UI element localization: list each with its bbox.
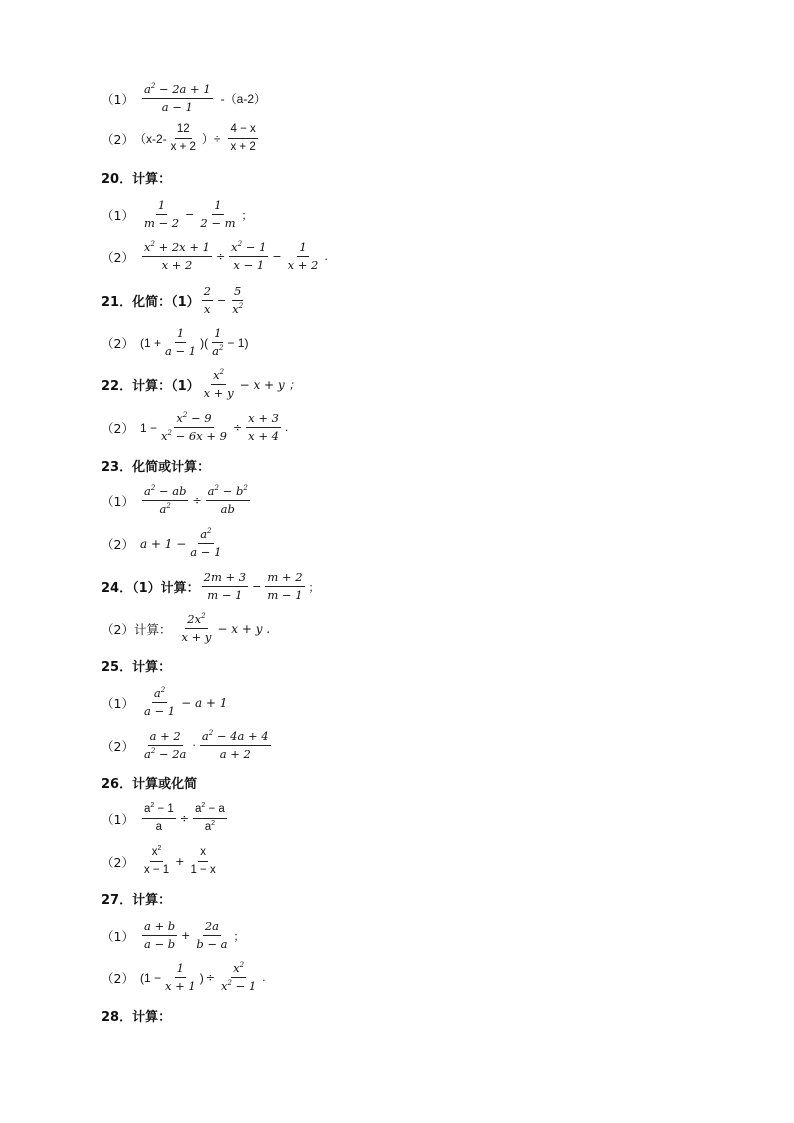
question-24-title: 24．（1）计算： [101,581,200,596]
q27-part-1 [101,919,247,952]
q24-part-2 [101,612,270,645]
question-27-title: 27．计算： [101,893,172,908]
math-expression: (1 − $\frac{1}{x + 1}$ ) ÷ $\frac{x^2}{x^2 - 1}$ . [139,961,266,993]
q25-part-2 [101,729,273,762]
math-expression: $\frac{x^2}{x + y}$ − x + y ； [203,368,301,400]
problem-label: （1） [101,207,134,223]
math-expression: $\frac{4 - x}{x + 2}$ [230,123,256,153]
math-expression: $\frac{a^2 - 2a + 1}{a - 1}$ [143,82,211,114]
math-expression: 1 − $\frac{x^2 - 9}{x^2 - 6x + 9}$ ÷ $\frac{x + 3}{x + 4}$ . [139,411,289,443]
problem-label: （2） [101,131,134,147]
question-22-title: 22．计算：（1） [101,379,200,394]
problem-label: （1） [101,695,134,711]
q22-part-1 [101,368,301,401]
expression-mid: ）÷ [201,132,221,146]
q23-part-1 [101,484,252,517]
q26-part-2 [101,845,220,878]
problem-label: （2） [101,249,134,265]
question-25-title: 25．计算： [101,660,172,675]
q26-part-1 [101,802,229,835]
math-expression: $\frac{2m + 3}{m - 1}$ − $\frac{m + 2}{m - 1}$ ； [203,570,320,602]
problem-2 [101,122,260,155]
q20-part-2 [101,240,330,273]
q20-part-1 [101,198,255,231]
q21-part-1 [101,284,247,317]
math-expression: $\frac{a + b}{a - b}$ + $\frac{2a}{b - a}$ ； [143,919,245,951]
math-expression: $\frac{x^2 + 2x + 1}{x + 2}$ ÷ $\frac{x^2 - 1}{x - 1}$ − $\frac{1}{x + 2}$ . [143,240,328,272]
math-expression: $\frac{1}{m - 2}$ − $\frac{1}{2 - m}$ ； [143,198,253,230]
question-28-title: 28．计算： [101,1010,172,1025]
problem-label: （2） [101,335,134,351]
math-expression: a + 1 − $\frac{a^2}{a - 1}$ [139,527,222,559]
problem-label: （1） [101,811,134,827]
math-expression: $\frac{a^2}{a - 1}$ − a + 1 [143,686,228,718]
problem-label: （1） [101,928,134,944]
question-21-title: 21．化简：（1） [101,295,200,310]
math-expression: $\frac{12}{x + 2}$ [170,123,196,153]
math-expression: (1 + $\frac{1}{a - 1}$ )( $\frac{1}{a^2}$ − 1) [139,326,249,358]
math-expression: $\frac{2x^2}{x + y}$ − x + y . [181,612,271,644]
math-expression: $\frac{a^2 - ab}{a^2}$ ÷ $\frac{a^2 - b^2}{ab}$ [143,484,248,516]
question-23-title: 23．化简或计算： [101,460,211,475]
math-expression: $\frac{a + 2}{a^2 - 2a}$ · $\frac{a^2 - 4a + 4}{a + 2}$ [143,729,269,761]
math-expression: $\frac{x^2}{x - 1}$ + $\frac{x}{1 - x}$ [143,845,216,876]
q23-part-2 [101,527,225,560]
q25-part-1 [101,686,227,719]
problem-label: （2） [101,854,134,870]
problem-label: （2） [101,738,134,754]
problem-label: （2） [101,970,134,986]
q21-part-2 [101,326,248,359]
problem-label: （1） [101,91,134,107]
problem-label: （1） [101,493,134,509]
q27-part-2 [101,961,268,994]
expression-tail: -（a-2） [220,92,267,106]
math-expression: $\frac{a^2 - 1}{a}$ ÷ $\frac{a^2 - a}{a^2}$ [143,802,225,833]
math-expression: $\frac{2}{x}$ − $\frac{5}{x^2}$ [203,284,244,316]
problem-label: （2）计算： [101,621,172,637]
question-20-title: 20．计算： [101,172,172,187]
problem-1 [101,82,266,115]
problem-label: （2） [101,536,134,552]
q24-part-1 [101,570,322,603]
problem-label: （2） [101,420,134,436]
q22-part-2 [101,411,290,444]
question-26-title: 26．计算或化简 [101,777,198,792]
expression-prefix: （x-2- [133,132,167,146]
